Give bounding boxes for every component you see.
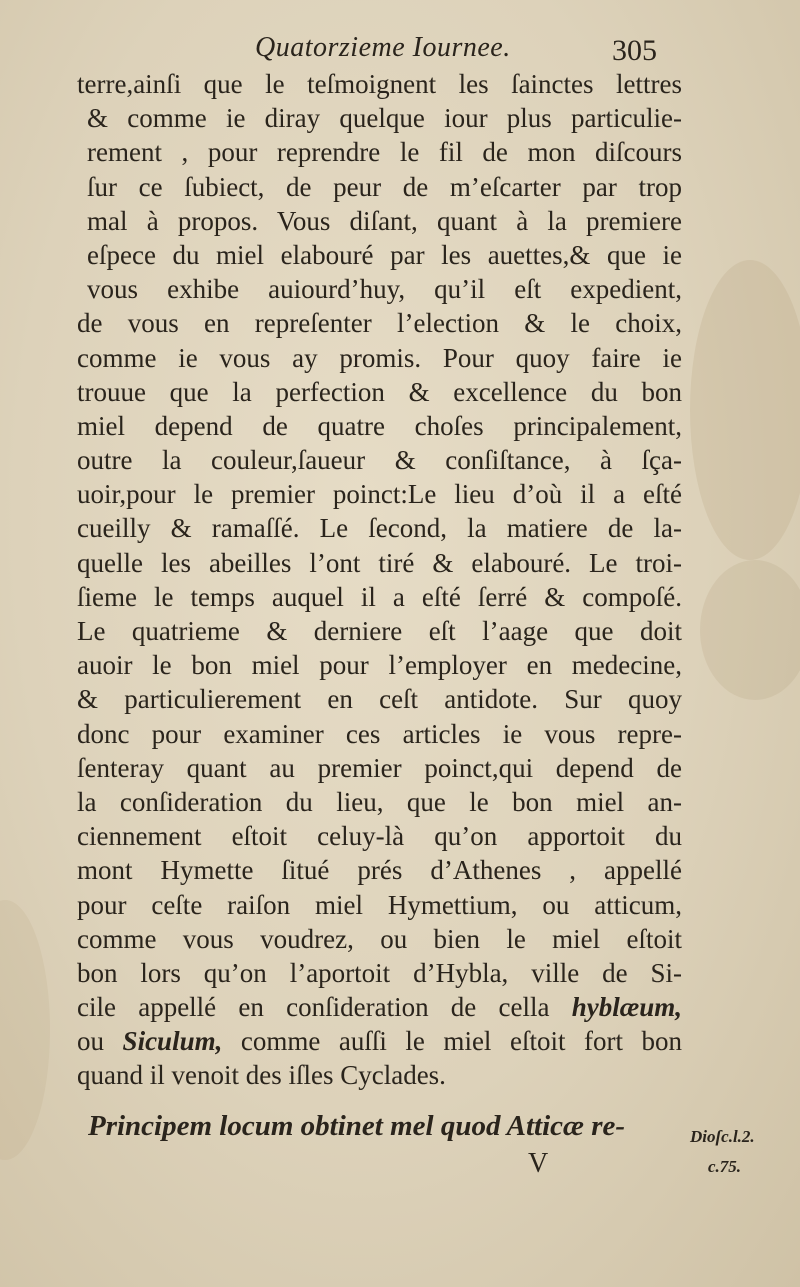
line-text: comme auſſi le miel eſtoit fort bon [222,1026,683,1057]
text-line: comme vous voudrez, ou bien le miel eſtoit [77,923,682,954]
margin-note-line: c.75. [708,1157,742,1176]
text-line: vous exhibe auiourd’huy, qu’il eſt expedient, [87,274,682,305]
text-line: terre,ainſi que le teſmoignent les ſainctes lettres [77,69,682,99]
text-line: la conſideration du lieu, que le bon miel an- [77,786,682,817]
paper-stain [690,260,800,560]
text-line: quand il venoit des iſles Cyclades. [77,1060,446,1091]
page-header [0,30,800,70]
text-line: donc pour examiner ces articles ie vous repre- [77,718,682,749]
text-line: mont Hymette ſitué prés d’Athenes , appellé [77,855,682,886]
paper-stain [0,900,50,1160]
text-line [77,990,682,1024]
text-line: quelle les abeilles l’ont tiré & elabouré. Le troi- [77,547,682,578]
text-line: & particulierement en ceſt antidote. Sur quoy [77,684,682,715]
text-line: trouue que la perfection & excellence du bon [77,376,682,407]
text-line [77,1024,682,1058]
text-line: outre la couleur,ſaueur & conſiſtance, à ſça- [77,445,682,476]
text-line: bon lors qu’on l’aportoit d’Hybla, ville de Si- [77,957,682,988]
text-line: miel depend de quatre choſes principalement, [77,410,682,441]
text-line: ciennement eſtoit celuy-là qu’on apportoit du [77,821,682,852]
text-line: ſieme le temps auquel il a eſté ſerré & compoſé. [77,581,682,612]
body-text [77,67,682,1093]
text-line: cueilly & ramaſſé. Le ſecond, la matiere de la- [77,513,682,544]
margin-note [690,1122,755,1182]
italic-term: hyblæum, [571,992,682,1023]
text-line: eſpece du miel elabouré par les auettes,& que ie [87,239,682,270]
text-line: pour ceſte raiſon miel Hymettium, ou atticum, [77,889,682,920]
signature-mark: V [528,1148,549,1179]
margin-note-line: Dioſc.l.2. [690,1127,755,1146]
text-line: comme ie vous ay promis. Pour quoy faire ie [77,342,682,373]
page-number: 305 [612,34,657,67]
text-line: auoir le bon miel pour l’employer en medecine, [77,650,682,681]
line-text: cile appellé en conſideration de cella [77,992,572,1023]
latin-quote: Principem locum obtinet mel quod Atticæ re- [88,1110,626,1142]
running-title: Quatorzieme Iournee. [255,32,511,63]
italic-term: Siculum, [122,1026,223,1057]
text-line: mal à propos. Vous diſant, quant à la premiere [87,205,682,236]
text-line: rement , pour reprendre le fil de mon diſcours [87,137,682,168]
text-line: Le quatrieme & derniere eſt l’aage que doit [77,616,682,646]
text-line: ſur ce ſubiect, de peur de m’eſcarter par trop [87,171,682,202]
text-line: & comme ie diray quelque iour plus particulie- [87,103,682,134]
paper-stain [700,560,800,700]
text-line: de vous en repreſenter l’election & le choix, [77,308,682,339]
text-line: uoir,pour le premier poinct:Le lieu d’où il a eſté [77,479,682,510]
text-line: ſenteray quant au premier poinct,qui depend de [77,752,682,783]
line-text: ou [77,1026,123,1057]
